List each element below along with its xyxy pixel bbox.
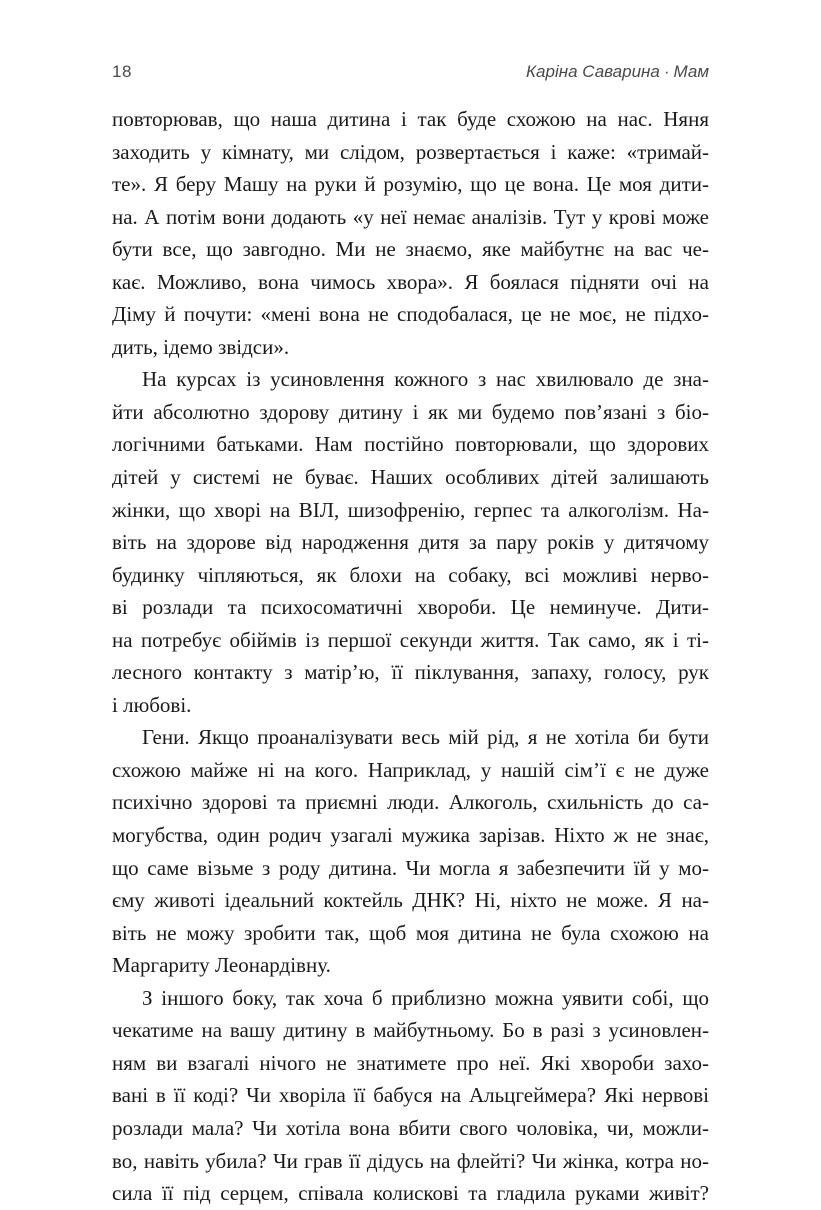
paragraph-1 bbox=[112, 103, 709, 363]
text-line: Маргариту Леонардівну. bbox=[112, 953, 331, 978]
page-number: 18 bbox=[112, 62, 132, 81]
text-line: йти абсолютно здорову дитину і як ми будемо пов’язані з біо- bbox=[112, 399, 709, 424]
text-line: кає. Можливо, вона чимось хвора». Я боялася підняти очі на bbox=[112, 269, 709, 294]
text-line: вані в її коді? Чи хворіла її бабуся на Альцгеймера? Які нервові bbox=[112, 1083, 709, 1108]
text-line: На курсах із усиновлення кожного з нас хвилювало де зна- bbox=[142, 367, 709, 392]
text-line: дить, ідемо звідси». bbox=[112, 334, 290, 359]
text-line: ням ви взагалі нічого не знатимете про неї. Які хвороби захо- bbox=[112, 1050, 709, 1075]
text-line: могубства, один родич узагалі мужика зарізав. Ніхто ж не знає, bbox=[112, 823, 709, 848]
text-line: розлади мала? Чи хотіла вона вбити свого чоловіка, чи, можли- bbox=[112, 1115, 709, 1140]
text-line: на. А потім вони додають «у неї немає аналізів. Тут у крові може bbox=[112, 204, 709, 229]
running-head-separator: · bbox=[663, 62, 670, 81]
text-line: ві розлади та психосоматичні хвороби. Це неминуче. Дити- bbox=[112, 595, 709, 620]
text-line: що саме візьме з роду дитина. Чи могла я забезпечити їй у мо- bbox=[112, 855, 709, 880]
text-line: схожою майже ні на кого. Наприклад, у нашій сім’ї є не дуже bbox=[112, 757, 709, 782]
paragraph-4 bbox=[112, 982, 709, 1210]
text-line: психічно здорові та приємні люди. Алкоголь, схильність до са- bbox=[112, 790, 709, 815]
text-line: повторював, що наша дитина і так буде схожою на нас. Няня bbox=[112, 107, 709, 131]
text-line: на потребує обіймів із першої секунди життя. Так само, як і ті- bbox=[112, 627, 709, 652]
text-line: лесного контакту з матір’ю, її піклування, запаху, голосу, рук bbox=[112, 660, 709, 685]
text-line: віть не можу зробити так, щоб моя дитина не була схожою на bbox=[112, 920, 709, 945]
text-line: Гени. Якщо проаналізувати весь мій рід, я не хотіла би бути bbox=[142, 725, 709, 750]
text-line: заходить у кімнату, ми слідом, розвертається і каже: «тримай- bbox=[112, 139, 709, 164]
text-line: віть на здорове від народження дитя за пару років у дитячому bbox=[112, 530, 709, 555]
text-line: во, навіть убила? Чи грав її дідусь на флейті? Чи жінка, котра но- bbox=[112, 1148, 709, 1173]
paragraph-3 bbox=[112, 721, 709, 981]
text-line: жінки, що хворі на ВІЛ, шизофренію, герпес та алкоголізм. На- bbox=[112, 497, 709, 522]
text-line: бути все, що завгодно. Ми не знаємо, яке майбутнє на вас че- bbox=[112, 237, 709, 262]
text-line: чекатиме на вашу дитину в майбутньому. Бо в разі з усиновлен- bbox=[112, 1018, 709, 1043]
body-text bbox=[112, 103, 709, 1210]
text-line: Діму й почути: «мені вона не сподобалася, це не моє, не підхо- bbox=[112, 302, 709, 327]
text-line: логічними батьками. Нам постійно повторювали, що здорових bbox=[112, 432, 709, 457]
text-line: єму животі ідеальний коктейль ДНК? Ні, ніхто не може. Я на- bbox=[112, 888, 709, 913]
running-head-author: Каріна Саварина bbox=[526, 62, 660, 81]
running-head-title: Мам bbox=[673, 62, 709, 81]
paragraph-2 bbox=[112, 363, 709, 721]
text-line: сила її під серцем, співала колискові та гладила руками живіт? bbox=[112, 1181, 709, 1206]
text-line: будинку чіпляються, як блохи на собаку, всі можливі нерво- bbox=[112, 562, 709, 587]
running-head bbox=[526, 62, 709, 82]
text-line: і любові. bbox=[112, 692, 192, 717]
text-line: дітей у системі не буває. Наших особливих дітей залишають bbox=[112, 465, 709, 490]
text-line: те». Я беру Машу на руки й розумію, що це вона. Це моя дити- bbox=[112, 172, 709, 197]
text-line: З іншого боку, так хоча б приблизно можна уявити собі, що bbox=[142, 985, 709, 1010]
